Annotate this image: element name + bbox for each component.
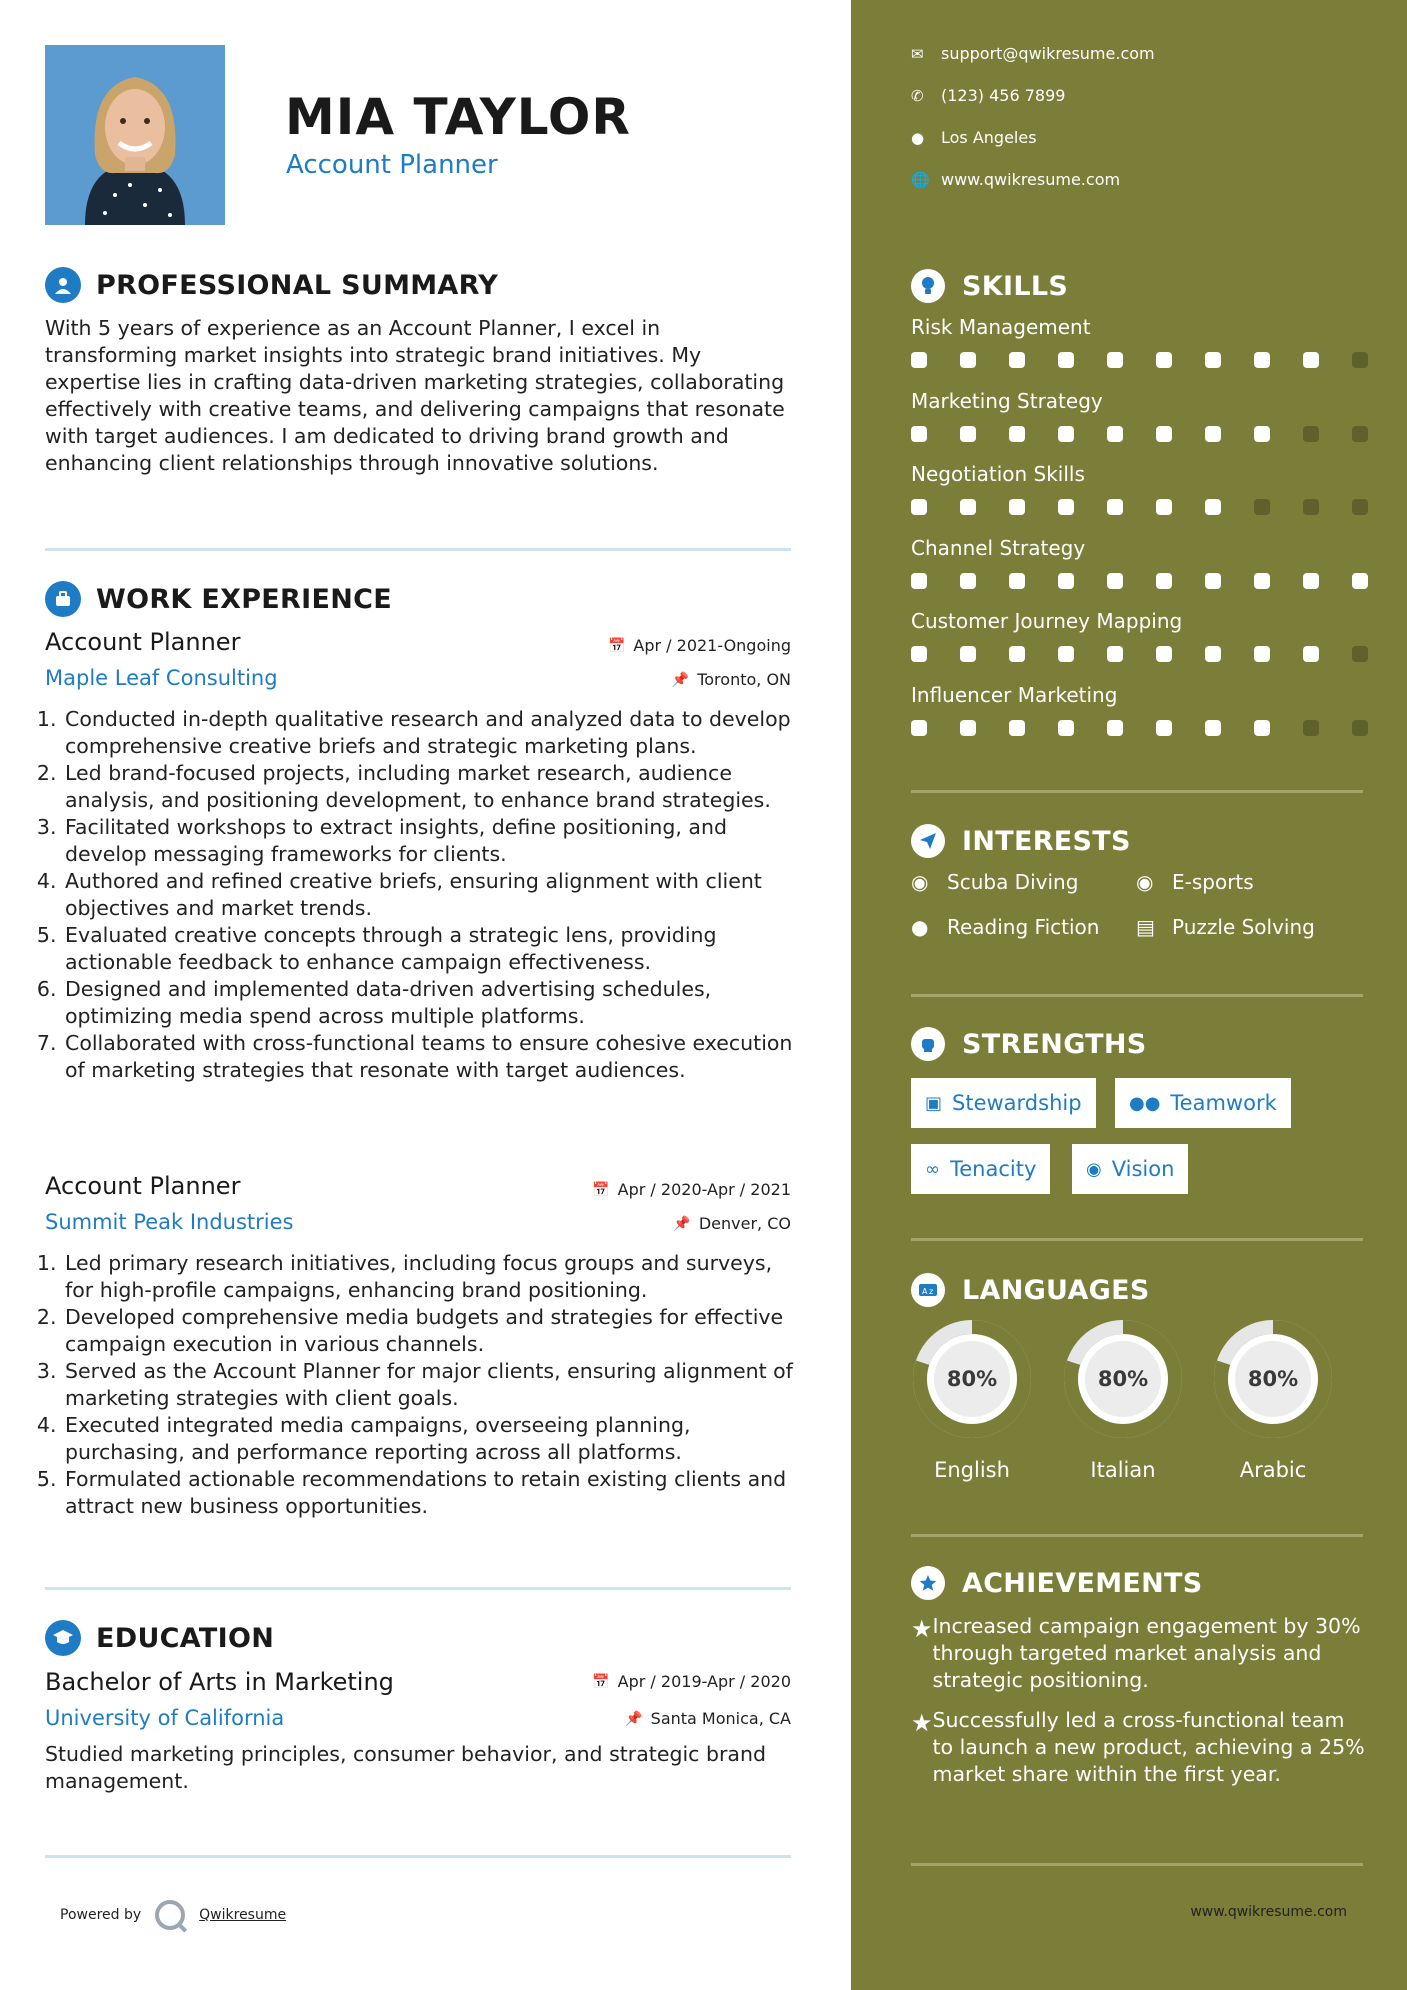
list-item: 5. Evaluated creative concepts through a strategic lens, providing actionable feedback to enhance campaign effectiveness.: [63, 922, 795, 976]
language-item: [1212, 1318, 1334, 1482]
skill-dot: [960, 426, 976, 442]
section-divider: [45, 548, 791, 551]
skill-dot: [1009, 646, 1025, 662]
strengths-heading: [911, 1026, 1147, 1062]
skill-dot: [1058, 352, 1074, 368]
qwikresume-link[interactable]: Qwikresume: [199, 1907, 287, 1923]
strength-label: Stewardship: [952, 1091, 1082, 1115]
education-description: Studied marketing principles, consumer behavior, and strategic brand management.: [45, 1742, 766, 1793]
list-item: 2. Led brand-focused projects, including market research, audience analysis, and positioning development, to enhance brand strategies.: [63, 760, 795, 814]
star-badge-icon: [911, 1566, 945, 1600]
skill-dot: [1205, 499, 1221, 515]
profile-photo: [45, 45, 225, 225]
language-name: Arabic: [1239, 1458, 1307, 1482]
contact-phone: [911, 86, 1065, 105]
language-name: English: [934, 1458, 1010, 1482]
globe-icon: 🌐: [911, 170, 930, 189]
list-item: 1. Conducted in-depth qualitative research and analyzed data to develop comprehensive creative briefs and strategic marketing plans.: [63, 706, 795, 760]
degree-title: Bachelor of Arts in Marketing: [45, 1668, 394, 1696]
briefcase-icon: ▣: [925, 1092, 943, 1114]
pin-icon: 📌: [673, 1215, 691, 1232]
skill-dot: [1156, 720, 1172, 736]
job-location: [672, 670, 791, 689]
footer-url[interactable]: www.qwikresume.com: [1190, 1904, 1347, 1920]
skill-name: Customer Journey Mapping: [911, 609, 1183, 633]
candidate-name: MIA TAYLOR: [285, 88, 631, 146]
list-item: 1. Led primary research initiatives, including focus groups and surveys, for high-profile campaigns, enhancing brand positioning.: [63, 1250, 795, 1304]
education-location-text: Santa Monica, CA: [650, 1709, 791, 1728]
candidate-title: Account Planner: [286, 150, 498, 180]
language-item: [1062, 1318, 1184, 1482]
language-icon: [911, 1273, 945, 1307]
skill-dot: [960, 646, 976, 662]
education-dates-text: Apr / 2019-Apr / 2020: [617, 1672, 791, 1691]
strengths-title: STRENGTHS: [962, 1028, 1147, 1060]
skill-dot: [1156, 499, 1172, 515]
job-location-text: Toronto, ON: [697, 670, 791, 689]
skill-dot: [1107, 499, 1123, 515]
contact-location: [911, 128, 1037, 147]
briefcase-icon: [45, 581, 81, 617]
skill-dot: [1009, 426, 1025, 442]
skill-rating: [911, 352, 1368, 368]
skill-dot: [1352, 646, 1368, 662]
education-heading: [45, 1618, 274, 1658]
binoculars-icon: ◉: [1086, 1158, 1102, 1180]
skill-dot: [1058, 646, 1074, 662]
skill-dot: [1205, 646, 1221, 662]
skill-name: Risk Management: [911, 315, 1091, 339]
sidebar-divider: [911, 790, 1363, 793]
skill-dot: [1058, 426, 1074, 442]
interest-label: Scuba Diving: [947, 870, 1079, 894]
calendar-icon: 📅: [592, 1181, 610, 1198]
skill-dot: [1009, 720, 1025, 736]
lightbulb-icon: [911, 269, 945, 303]
graduation-cap-icon: [45, 1620, 81, 1656]
skill-rating: [911, 573, 1368, 589]
skill-dot: [1107, 352, 1123, 368]
language-ring: [911, 1318, 1033, 1440]
interests-title: INTERESTS: [962, 825, 1131, 857]
skill-rating: [911, 499, 1368, 515]
contact-phone-text: (123) 456 7899: [941, 86, 1066, 105]
skill-dot: [1156, 646, 1172, 662]
skill-dot: [1352, 499, 1368, 515]
sidebar: [851, 0, 1407, 1990]
skill-dot: [1009, 499, 1025, 515]
skill-dot: [911, 720, 927, 736]
skill-dot: [1058, 499, 1074, 515]
job-company: Summit Peak Industries: [45, 1210, 294, 1234]
life-ring-icon: ◉: [1136, 870, 1154, 894]
skill-dot: [1303, 720, 1319, 736]
language-name: Italian: [1090, 1458, 1156, 1482]
job-dates: [592, 1180, 791, 1199]
job-dates: [608, 636, 791, 655]
contact-website: [911, 170, 1120, 189]
education-location: [625, 1709, 791, 1728]
skill-dot: [1205, 720, 1221, 736]
skill-dot: [1352, 426, 1368, 442]
interest-item: [911, 870, 1078, 894]
section-divider: [45, 1855, 791, 1858]
svg-text:z: z: [929, 1287, 934, 1296]
qwikresume-logo-icon: [155, 1900, 185, 1930]
skills-title: SKILLS: [962, 270, 1069, 302]
skill-dot: [1303, 646, 1319, 662]
interests-heading: [911, 823, 1131, 859]
skill-dot: [1352, 352, 1368, 368]
education-dates: [592, 1672, 791, 1691]
strength-label: Tenacity: [950, 1157, 1037, 1181]
summary-heading: [45, 265, 498, 305]
list-item: 5. Formulated actionable recommendations to retain existing clients and attract new business opportunities.: [63, 1466, 795, 1520]
skill-dot: [960, 499, 976, 515]
skill-dot: [911, 352, 927, 368]
language-ring: [1212, 1318, 1334, 1440]
school-name: University of California: [45, 1706, 285, 1730]
contact-email-text[interactable]: support@qwikresume.com: [941, 44, 1155, 63]
calendar-icon: 📅: [592, 1673, 610, 1690]
skill-dot: [1205, 426, 1221, 442]
strength-label: Teamwork: [1170, 1091, 1277, 1115]
skill-dot: [1254, 352, 1270, 368]
language-ring: [1062, 1318, 1184, 1440]
skill-dot: [1107, 573, 1123, 589]
sidebar-divider: [911, 1534, 1363, 1537]
contact-location-text: Los Angeles: [941, 128, 1037, 147]
section-divider: [45, 1587, 791, 1590]
job-bullets: [45, 706, 795, 1084]
pin-icon: 📌: [671, 671, 690, 688]
skill-dot: [1254, 646, 1270, 662]
skill-dot: [1058, 720, 1074, 736]
skill-dot: [1254, 720, 1270, 736]
job-company: Maple Leaf Consulting: [45, 666, 278, 690]
interest-item: [1136, 870, 1254, 894]
sidebar-divider: [911, 1863, 1363, 1866]
skill-dot: [1352, 573, 1368, 589]
strength-label: Vision: [1111, 1157, 1175, 1181]
list-item: 2. Developed comprehensive media budgets and strategies for effective campaign execution in various channels.: [63, 1304, 795, 1358]
skill-dot: [1156, 352, 1172, 368]
achievements-heading: [911, 1565, 1203, 1601]
skill-dot: [1107, 426, 1123, 442]
list-item: 3. Served as the Account Planner for major clients, ensuring alignment of marketing strategies with client goals.: [63, 1358, 795, 1412]
achievement-item: [911, 1613, 1371, 1694]
summary-text: With 5 years of experience as an Account Planner, I excel in transforming market insights into strategic brand initiatives. My expertise lies in crafting data-driven marketing strategies, collaborating effectively with creative teams, and delivering campaigns that resonate with target audiences. I am dedicated to driving brand growth and enhancing client relationships through innovative solutions.: [45, 316, 785, 475]
contact-email: [911, 44, 1155, 63]
achievement-text: Increased campaign engagement by 30% through targeted market analysis and strategic positioning.: [932, 1614, 1361, 1692]
user-icon: [45, 267, 81, 303]
paper-plane-icon: [911, 824, 945, 858]
skill-dot: [960, 352, 976, 368]
gamepad-icon: ●: [911, 915, 929, 939]
list-item: 4. Executed integrated media campaigns, overseeing planning, purchasing, and performance reporting across all platforms.: [63, 1412, 795, 1466]
job-bullets: [45, 1250, 795, 1520]
skill-dot: [1009, 352, 1025, 368]
star-icon: ★: [911, 1615, 933, 1643]
education-title: EDUCATION: [96, 1622, 275, 1654]
job-title: Account Planner: [45, 1172, 241, 1200]
skill-dot: [960, 573, 976, 589]
job-location: [673, 1214, 791, 1233]
list-item: 4. Authored and refined creative briefs, ensuring alignment with client objectives and market trends.: [63, 868, 795, 922]
job-title: Account Planner: [45, 628, 241, 656]
job-dates-text: Apr / 2020-Apr / 2021: [617, 1180, 791, 1199]
powered-by: [60, 1900, 286, 1930]
skill-dot: [1303, 573, 1319, 589]
skill-dot: [1352, 720, 1368, 736]
skill-dot: [1205, 352, 1221, 368]
job-location-text: Denver, CO: [698, 1214, 791, 1233]
book-icon: ▤: [1136, 915, 1155, 939]
experience-heading: [45, 579, 392, 619]
strength-chip: [1072, 1144, 1188, 1194]
job-dates-text: Apr / 2021-Ongoing: [633, 636, 791, 655]
language-item: [911, 1318, 1033, 1482]
skill-dot: [1156, 426, 1172, 442]
interest-item: [911, 915, 1099, 939]
skill-name: Influencer Marketing: [911, 682, 1118, 707]
skill-dot: [1303, 352, 1319, 368]
skill-dot: [960, 720, 976, 736]
calendar-icon: 📅: [607, 637, 626, 654]
language-percent: 80%: [1097, 1367, 1149, 1391]
skill-name: Channel Strategy: [911, 535, 1086, 560]
skill-rating: [911, 426, 1368, 442]
skill-dot: [1254, 499, 1270, 515]
skill-dot: [1303, 426, 1319, 442]
fist-icon: [911, 1027, 945, 1061]
achievement-text: Successfully led a cross-functional team to launch a new product, achieving a 25% market share within the first year.: [932, 1708, 1365, 1786]
link-icon: ∞: [925, 1158, 940, 1180]
skill-dot: [1303, 499, 1319, 515]
skill-dot: [911, 573, 927, 589]
language-percent: 80%: [946, 1367, 998, 1391]
strength-chip: [1115, 1078, 1291, 1128]
pin-icon: 📌: [625, 1710, 643, 1727]
skill-dot: [1156, 573, 1172, 589]
achievement-item: [911, 1707, 1371, 1788]
life-ring-icon: ◉: [911, 870, 929, 894]
skill-name: Marketing Strategy: [911, 388, 1103, 413]
skill-dot: [1107, 646, 1123, 662]
list-item: 3. Facilitated workshops to extract insights, define positioning, and develop messaging frameworks for clients.: [63, 814, 795, 868]
list-item: 6. Designed and implemented data-driven advertising schedules, optimizing media spend across multiple platforms.: [63, 976, 795, 1030]
skill-dot: [1107, 720, 1123, 736]
svg-text:A: A: [922, 1287, 928, 1296]
skill-dot: [911, 646, 927, 662]
languages-heading: [911, 1272, 1150, 1308]
skill-dot: [1254, 426, 1270, 442]
profile-photo-image: [45, 45, 225, 225]
skill-dot: [911, 499, 927, 515]
skills-heading: [911, 268, 1068, 304]
star-icon: ★: [911, 1709, 933, 1737]
experience-title: WORK EXPERIENCE: [96, 583, 392, 615]
skill-dot: [911, 426, 927, 442]
interest-label: E-sports: [1172, 870, 1254, 894]
phone-icon: ✆: [911, 86, 924, 105]
users-icon: ●●: [1129, 1092, 1161, 1114]
envelope-icon: ✉: [911, 44, 924, 63]
strength-chip: [911, 1144, 1050, 1194]
languages-title: LANGUAGES: [962, 1274, 1150, 1306]
skill-rating: [911, 720, 1368, 736]
skill-dot: [1009, 573, 1025, 589]
interest-label: Reading Fiction: [947, 915, 1100, 939]
list-item: 7. Collaborated with cross-functional teams to ensure cohesive execution of marketing strategies that resonate with target audiences.: [63, 1030, 795, 1084]
strength-chip: [911, 1078, 1096, 1128]
language-percent: 80%: [1247, 1367, 1299, 1391]
skill-name: Negotiation Skills: [911, 462, 1085, 486]
skill-dot: [1058, 573, 1074, 589]
interest-item: [1136, 915, 1315, 939]
interest-label: Puzzle Solving: [1172, 915, 1315, 939]
achievements-title: ACHIEVEMENTS: [962, 1567, 1203, 1599]
contact-website-text[interactable]: www.qwikresume.com: [941, 170, 1121, 189]
skill-dot: [1254, 573, 1270, 589]
sidebar-divider: [911, 994, 1363, 997]
summary-title: PROFESSIONAL SUMMARY: [96, 269, 499, 301]
powered-by-label: Powered by: [60, 1907, 142, 1923]
sidebar-divider: [911, 1238, 1363, 1241]
skill-dot: [1205, 573, 1221, 589]
skill-rating: [911, 646, 1368, 662]
map-pin-icon: ●: [911, 128, 925, 147]
